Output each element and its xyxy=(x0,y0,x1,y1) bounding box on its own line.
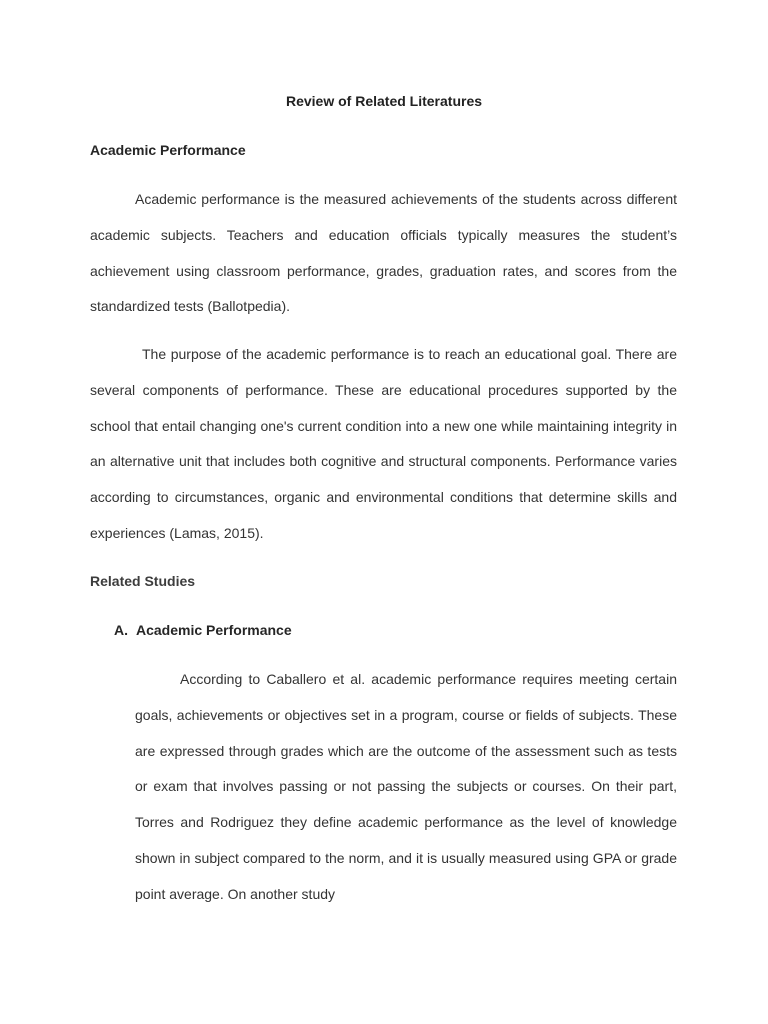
paragraph-related-study-caballero: According to Caballero et al. academic performance requires meeting certain goals, achievements or objectives set in a program, course or fields of subjects. These are expressed through grades which are the outcome of the assessment such as tests or exam that involves passing or not passing the subjects or courses. On their part, Torres and Rodriguez they define academic performance as the level of knowledge shown in subject compared to the norm, and it is usually measured using GPA or grade point average. On another study xyxy=(135,671,677,902)
section-heading-academic-performance: Academic Performance xyxy=(90,142,246,158)
subsection-heading-text: Academic Performance xyxy=(136,622,292,638)
paragraph-academic-performance-definition: Academic performance is the measured achievements of the students across different academic subjects. Teachers and education officials typically measures the student’s achievement using classroom performance, grades, graduation rates, and scores from the standardized tests (Ballotpedia). xyxy=(90,191,677,315)
section-heading-related-studies: Related Studies xyxy=(90,573,196,589)
document-title: Review of Related Literatures xyxy=(285,93,483,109)
subsection-marker: A. xyxy=(114,622,128,638)
paragraph-academic-performance-purpose: The purpose of the academic performance is to reach an educational goal. There are several components of performance. These are educational procedures supported by the school that entail changing one's current condition into a new one while maintaining integrity in an alternative unit that includes both cognitive and structural components. Performance varies according to circumstances, organic and environmental conditions that determine skills and experiences (Lamas, 2015). xyxy=(90,346,677,541)
subsection-heading-academic-performance xyxy=(114,622,292,638)
